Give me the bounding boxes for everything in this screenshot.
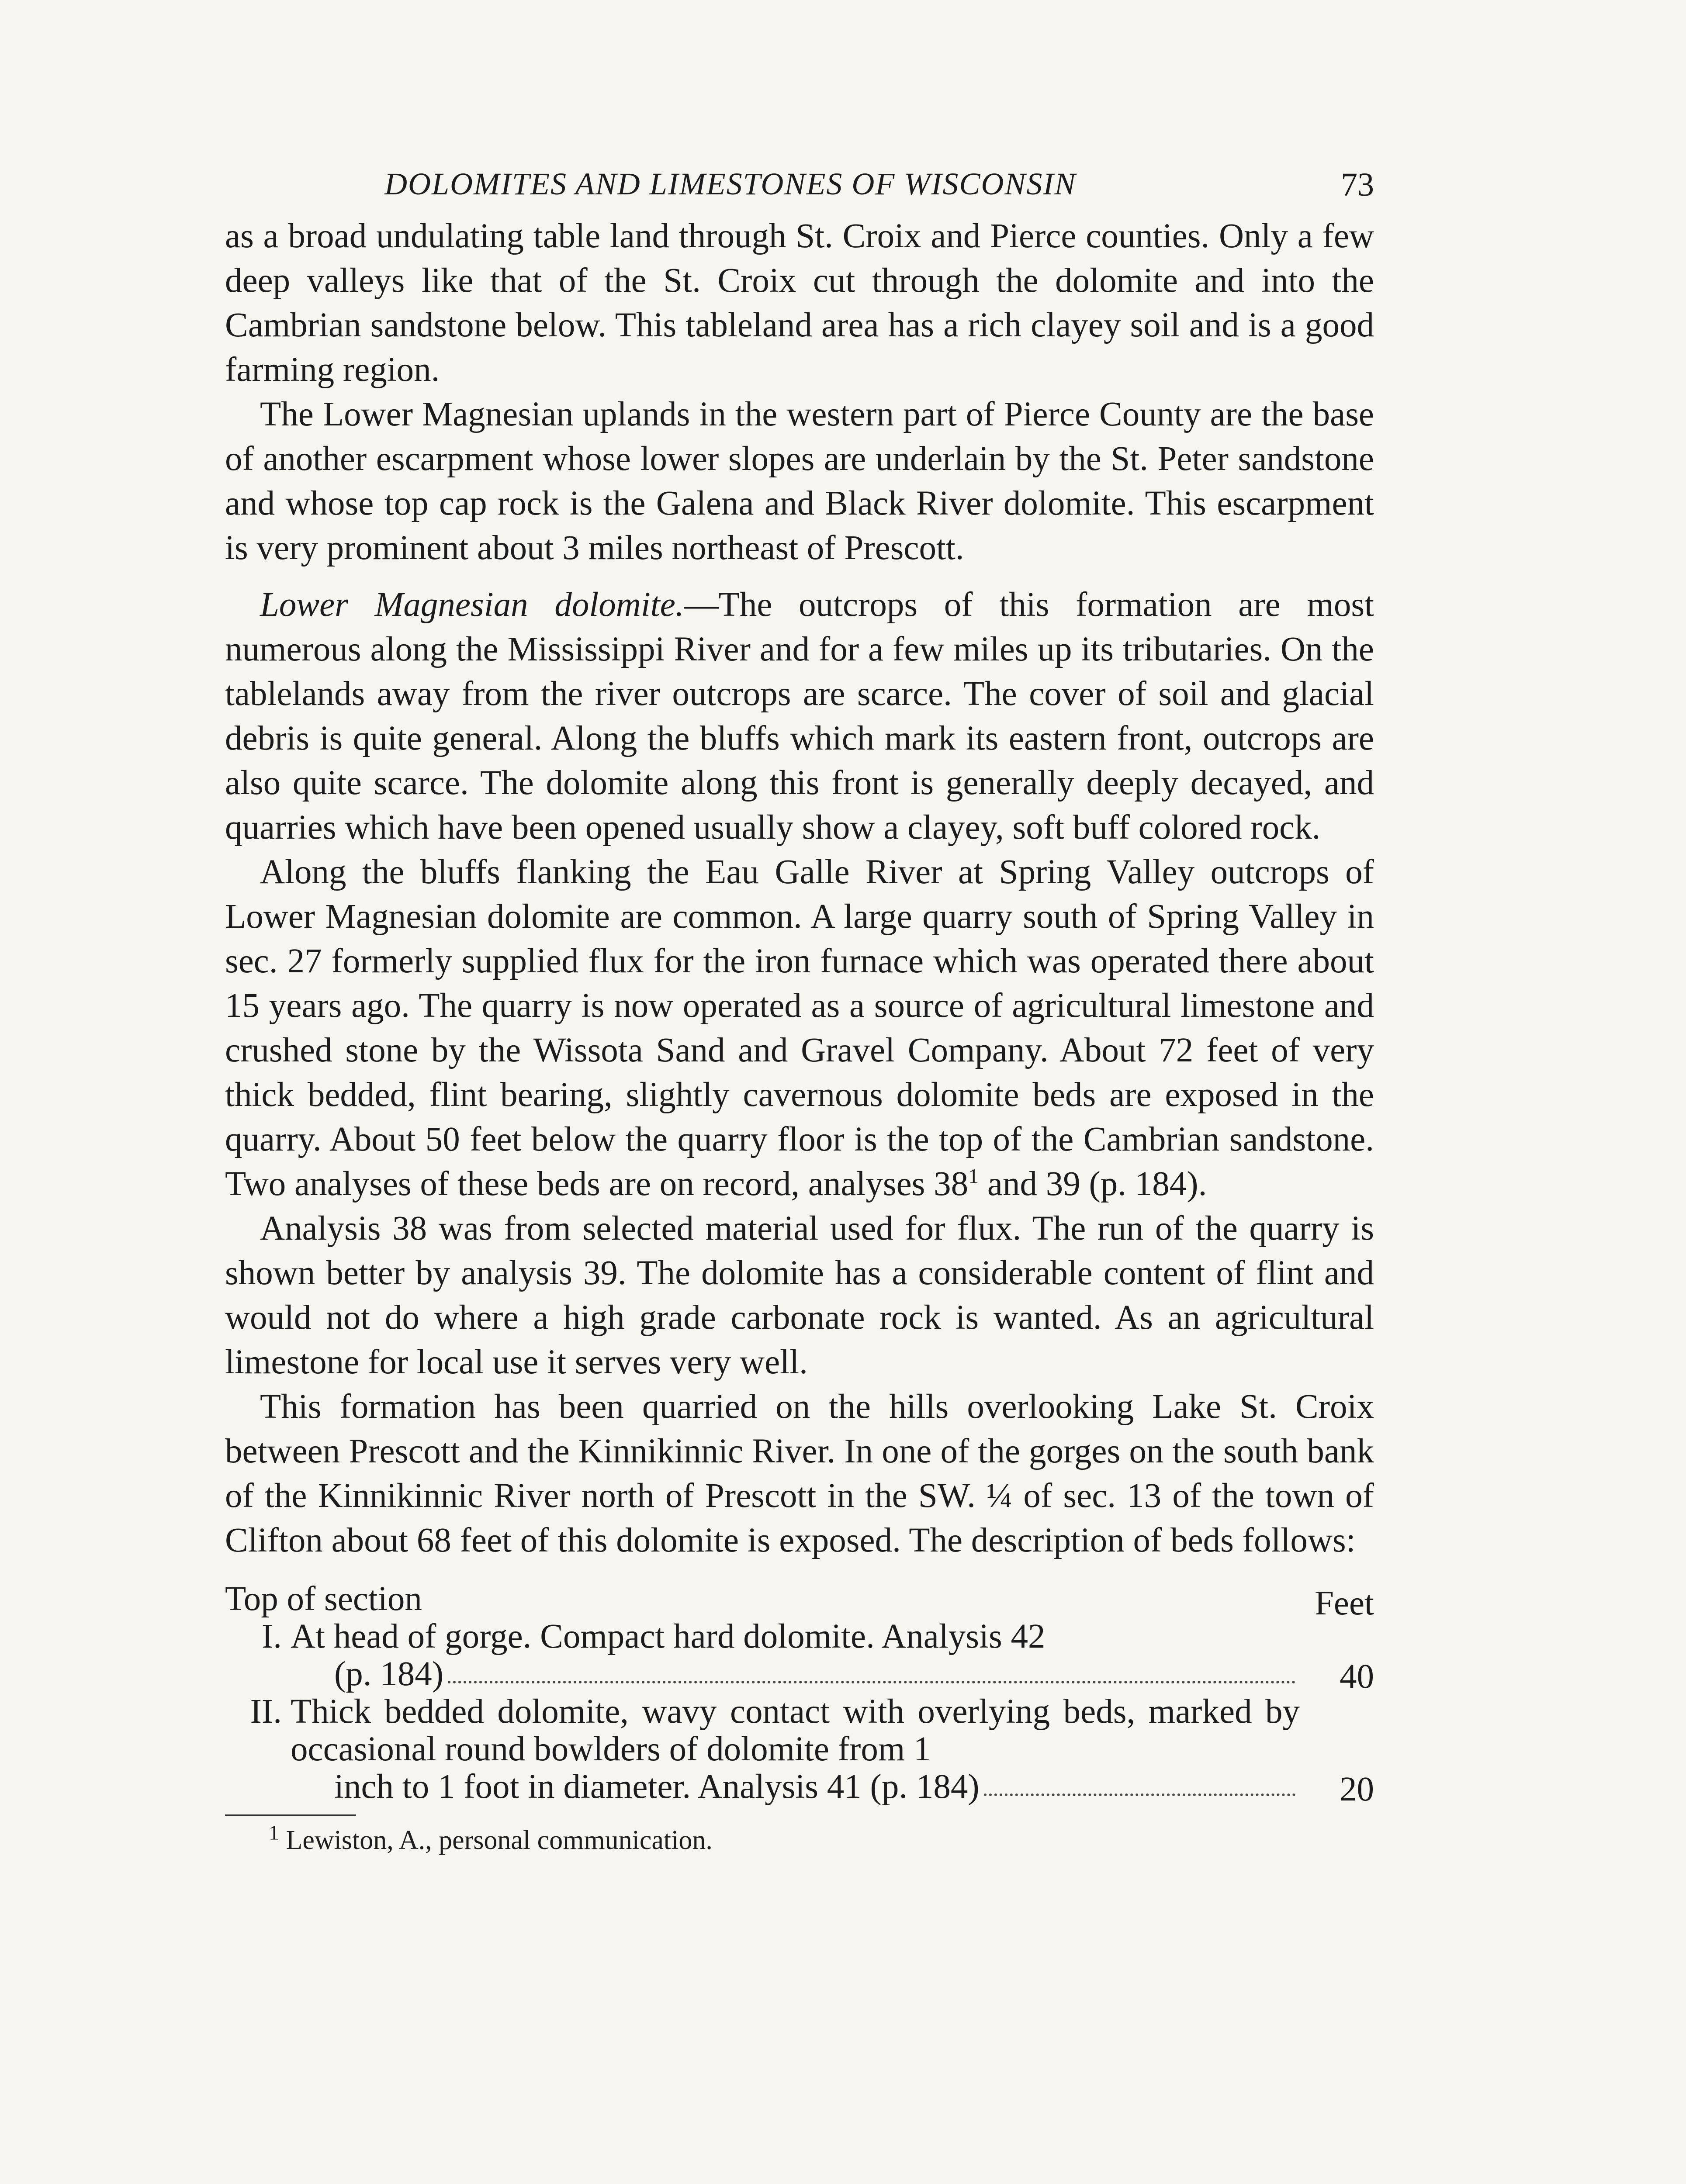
- paragraph: as a broad undulating table land through St. Croix and Pierce counties. Only a few deep valleys like that of the St. Croix cut through the dolomite and into the Cambrian sandstone below. This tableland area has a rich clayey soil and is a good farming region.: [225, 217, 1374, 389]
- section-table: [225, 1580, 1374, 1806]
- entry-feet: 20: [1340, 1770, 1374, 1808]
- section-right-label: Feet: [1314, 1584, 1374, 1622]
- entry-text-continued: (p. 184): [334, 1655, 444, 1693]
- entry-text: Thick bedded dolomite, wavy contact with overlying beds, marked by occasional round bowlders of dolomite from 1: [291, 1693, 1300, 1768]
- running-head: DOLOMITES AND LIMESTONES OF WISCONSIN: [384, 166, 1077, 201]
- entry-number: II.: [250, 1693, 282, 1731]
- footnote-rule: [225, 1814, 356, 1816]
- entry-text: At head of gorge. Compact hard dolomite. Analysis 42: [291, 1617, 1046, 1655]
- footnote-reference: 1: [968, 1165, 979, 1188]
- body-text: [225, 214, 1374, 1563]
- page-number: 73: [1341, 166, 1374, 203]
- section-left-label: Top of section: [225, 1580, 422, 1618]
- paragraph: This formation has been quarried on the hills overlooking Lake St. Croix between Prescott and the Kinnikinnic River. In one of the gorges on the south bank of the Kinnikinnic River north of Prescott in the SW. ¼ of sec. 13 of the town of Clifton about 68 feet of this dolomite is exposed. The description of beds follows:: [225, 1388, 1374, 1559]
- footnote: [225, 1821, 1374, 1856]
- section-entry: [225, 1617, 1374, 1696]
- leader-dots: [448, 1655, 1295, 1683]
- paragraph: [225, 850, 1374, 1206]
- footnote-text: Lewiston, A., personal communication.: [286, 1825, 713, 1855]
- page: [225, 166, 1374, 1856]
- entry-feet: 40: [1340, 1658, 1374, 1696]
- leader-dots: [984, 1768, 1295, 1796]
- footnote-mark: 1: [269, 1821, 279, 1845]
- paragraph-text: Along the bluffs flanking the Eau Galle River at Spring Valley outcrops of Lower Magnesian dolomite are common. A large quarry south of Spring Valley in sec. 27 formerly supplied flux for the iron furnace which was operated there about 15 years ago. The quarry is now operated as a source of agricultural limestone and crushed stone by the Wissota Sand and Gravel Company. About 72 feet of very thick bedded, flint bearing, slightly cavernous dolomite beds are exposed in the quarry. About 50 feet below the quarry floor is the top of the Cambrian sandstone. Two analyses of these beds are on record, analyses 38: [225, 853, 1374, 1203]
- entry-number: I.: [261, 1617, 282, 1655]
- paragraph: The Lower Magnesian uplands in the western part of Pierce County are the base of another escarpment whose lower slopes are underlain by the St. Peter sandstone and whose top cap rock is the Galena and Black River dolomite. This escarpment is very prominent about 3 miles northeast of Prescott.: [225, 395, 1374, 567]
- paragraph: Analysis 38 was from selected material used for flux. The run of the quarry is shown better by analysis 39. The dolomite has a considerable content of flint and would not do where a high grade carbonate rock is wanted. As an agricultural limestone for local use it serves very well.: [225, 1209, 1374, 1381]
- paragraph-text: —The outcrops of this formation are most numerous along the Mississippi River and for a few miles up its tributaries. On the tablelands away from the river outcrops are scarce. The cover of soil and glacial debris is quite general. Along the bluffs which mark its eastern front, outcrops are also quite scarce. The dolomite along this front is generally deeply decayed, and quarries which have been opened usually show a clayey, soft buff colored rock.: [225, 586, 1374, 847]
- page-header: [225, 166, 1374, 214]
- italic-lead: Lower Magnesian dolomite.: [260, 586, 684, 624]
- entry-text-continued: inch to 1 foot in diameter. Analysis 41 (p. 184): [334, 1768, 980, 1806]
- section-entry: [225, 1693, 1374, 1806]
- section-table-header: [225, 1580, 1374, 1622]
- paragraph-text: and 39 (p. 184).: [979, 1165, 1207, 1203]
- paragraph: [225, 583, 1374, 850]
